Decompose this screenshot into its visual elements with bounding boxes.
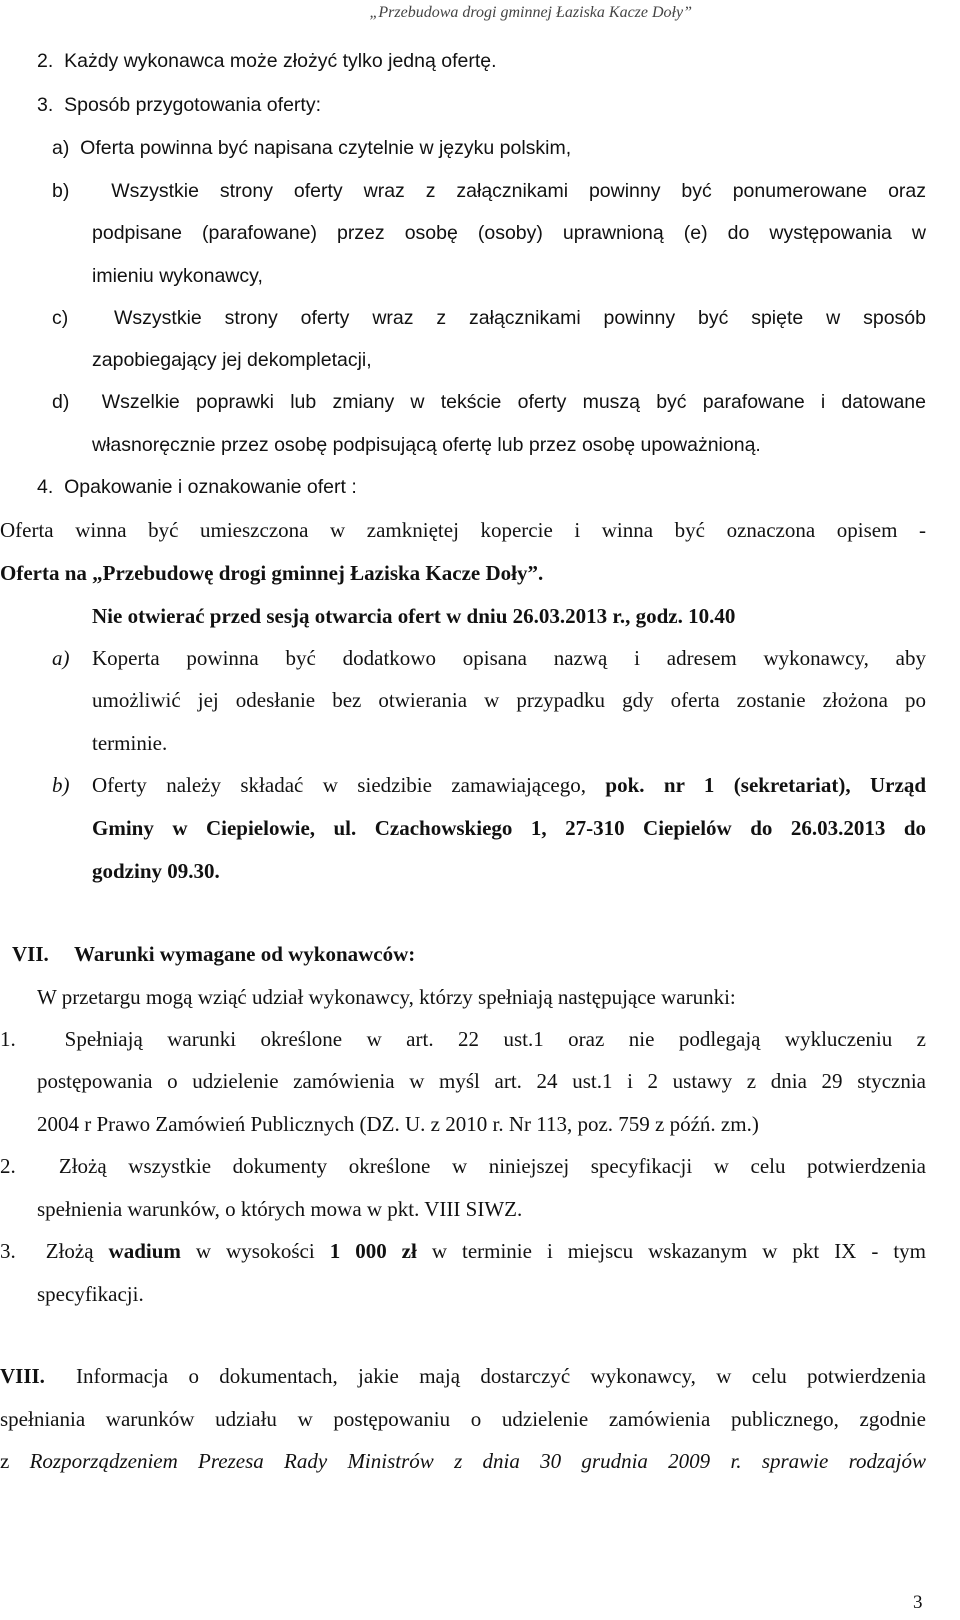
para-2: 2. Każdy wykonawca może złożyć tylko jedną ofertę. [37,50,497,72]
condition-1: 1. Spełniają warunki określone w art. 22 ust.1 oraz nie podlegają wykluczeniu z [0,1027,926,1051]
condition-1-cont2: 2004 r Prawo Zamówień Publicznych (DZ. U. z 2010 r. Nr 113, poz. 759 z późń. zm.) [37,1112,759,1136]
condition-1-cont: postępowania o udzielenie zamówienia w myśl art. 24 ust.1 i 2 ustawy z dnia 29 stycznia [37,1069,926,1093]
section-vii-intro: W przetargu mogą wziąć udział wykonawcy, którzy spełniają następujące warunki: [37,985,736,1009]
item-3b-cont: podpisane (parafowane) przez osobę (osoby) uprawnioną (e) do występowania w [92,222,926,244]
item-3d: d) Wszelkie poprawki lub zmiany w tekście oferty muszą być parafowane i datowane [52,391,926,413]
para-3: 3. Sposób przygotowania oferty: [37,94,321,116]
item-3a: a) Oferta powinna być napisana czytelnie w języku polskim, [52,137,572,159]
condition-3-cont: specyfikacji. [37,1282,144,1306]
section-viii-number: VIII. [0,1364,45,1388]
section-viii-cont: spełniania warunków udziału w postępowaniu o udzielenie zamówienia publicznego, zgodnie [0,1407,926,1431]
item-4b-cont2: godziny 09.30. [92,859,220,883]
item-3c-cont: zapobiegający jej dekompletacji, [92,349,372,371]
item-4a-cont: umożliwić jej odesłanie bez otwierania w przypadku gdy oferta zostanie złożona po [92,688,926,712]
item-4b-label: b) [52,773,70,797]
item-3d-cont: własnoręcznie przez osobę podpisującą ofertę lub przez osobę upoważnioną. [92,434,761,456]
para-4: 4. Opakowanie i oznakowanie ofert : [37,476,357,498]
para-4-text: Oferta winna być umieszczona w zamkniętej kopercie i winna być oznaczona opisem - [0,518,926,542]
item-4b: Oferty należy składać w siedzibie zamawiającego, pok. nr 1 (sekretariat), Urząd [92,773,927,797]
section-viii-cont2: z Rozporządzeniem Prezesa Rady Ministrów z dnia 30 grudnia 2009 r. sprawie rodzajów [0,1449,927,1473]
page-number: 3 [913,1592,923,1613]
item-3b: b) Wszystkie strony oferty wraz z załącznikami powinny być ponumerowane oraz [52,180,926,202]
condition-3: 3. Złożą wadium w wysokości 1 000 zł w terminie i miejscu wskazanym w pkt IX - tym [0,1239,926,1263]
envelope-title: Oferta na „Przebudowę drogi gminnej Łaziska Kacze Doły”. [0,561,544,585]
do-not-open-note: Nie otwierać przed sesją otwarcia ofert w dniu 26.03.2013 r., godz. 10.40 [92,604,736,628]
item-4a: Koperta powinna być dodatkowo opisana nazwą i adresem wykonawcy, aby [92,646,926,670]
condition-2-cont: spełnienia warunków, o których mowa w pkt. VIII SIWZ. [37,1197,523,1221]
item-3c: c) Wszystkie strony oferty wraz z załącznikami powinny być spięte w sposób [52,307,926,329]
item-4a-label: a) [52,646,70,670]
condition-2: 2. Złożą wszystkie dokumenty określone w niniejszej specyfikacji w celu potwierdzenia [0,1154,926,1178]
item-4b-cont: Gminy w Ciepielowie, ul. Czachowskiego 1, 27-310 Ciepielów do 26.03.2013 do [92,816,926,840]
section-vii-title: Warunki wymagane od wykonawców: [74,942,416,966]
item-3b-cont2: imieniu wykonawcy, [92,265,263,287]
running-header: „Przebudowa drogi gminnej Łaziska Kacze Doły” [369,4,692,21]
item-4a-cont2: terminie. [92,731,168,755]
section-vii-number: VII. [12,942,49,966]
section-viii-text: Informacja o dokumentach, jakie mają dostarczyć wykonawcy, w celu potwierdzenia [76,1364,926,1388]
